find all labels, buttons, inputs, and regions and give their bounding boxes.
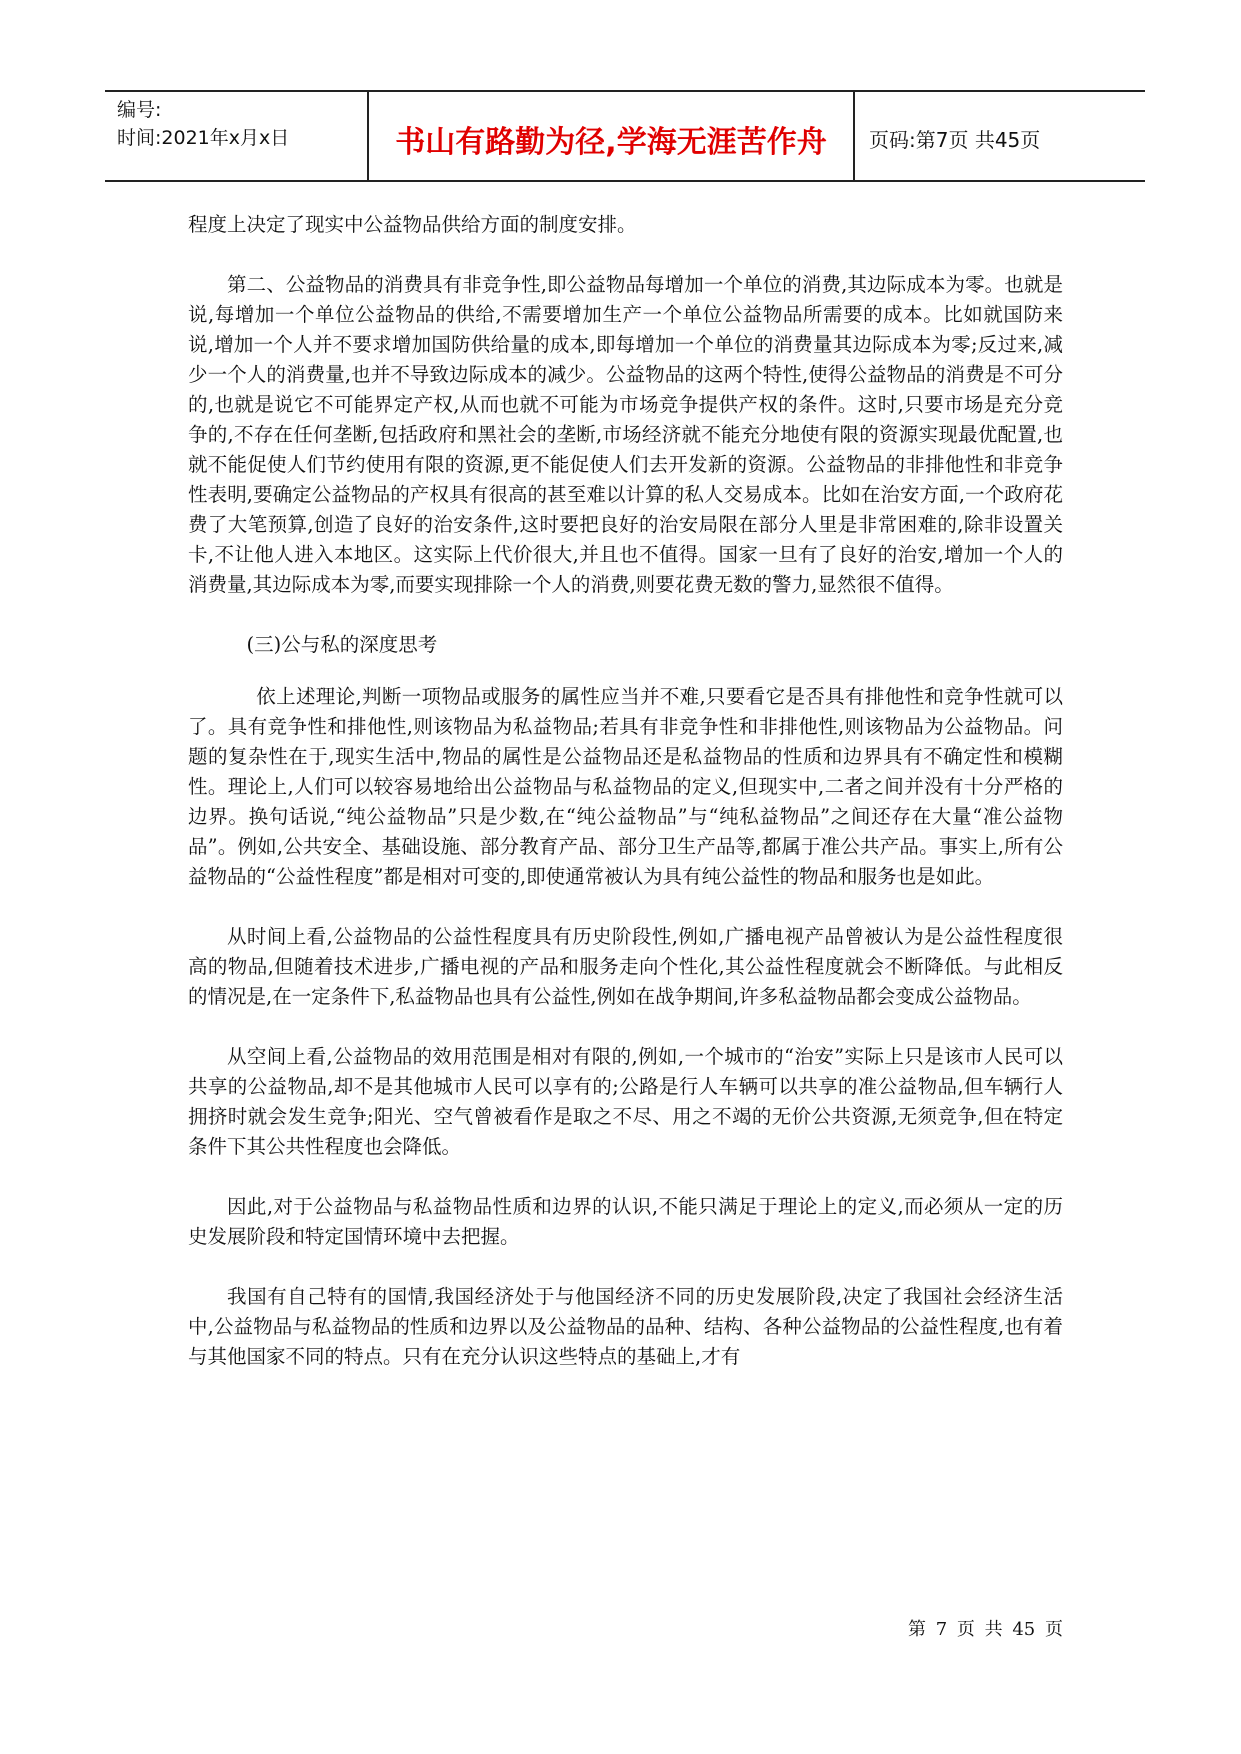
page-footer: 第 7 页 共 45 页 <box>908 1619 1063 1640</box>
paragraph: 依上述理论,判断一项物品或服务的属性应当并不难,只要看它是否具有排他性和竞争性就可以了。具有竞争性和排他性,则该物品为私益物品;若具有非竞争性和非排他性,则该物品为公益物品。问题的复杂性在于,现实生活中,物品的属性是公益物品还是私益物品的性质和边界具有不确定性和模糊性。理论上,人们可以较容易地给出公益物品与私益物品的定义,但现实中,二者之间并没有十分严格的边界。换句话说,“纯公益物品”只是少数,在“纯公益物品”与“纯私益物品”之间还存在大量“准公益物品”。例如,公共安全、基础设施、部分教育产品、部分卫生产品等,都属于准公共产品。事实上,所有公益物品的“公益性程度”都是相对可变的,即使通常被认为具有纯公益性的物品和服务也是如此。 <box>188 685 1063 888</box>
document-time-label: 时间:2021年x月x日 <box>117 127 290 149</box>
header-page-info: 页码:第7页 共45页 <box>869 127 1041 152</box>
paragraph: 第二、公益物品的消费具有非竞争性,即公益物品每增加一个单位的消费,其边际成本为零。也就是说,每增加一个单位公益物品的供给,不需要增加生产一个单位公益物品所需要的成本。比如就国防来说,增加一个人并不要求增加国防供给量的成本,即每增加一个单位的消费量其边际成本为零;反过来,减少一个人的消费量,也并不导致边际成本的减少。公益物品的这两个特性,使得公益物品的消费是不可分的,也就是说它不可能界定产权,从而也就不可能为市场竞争提供产权的条件。这时,只要市场是充分竞争的,不存在任何垄断,包括政府和黑社会的垄断,市场经济就不能充分地使有限的资源实现最优配置,也就不能促使人们节约使用有限的资源,更不能促使人们去开发新的资源。公益物品的非排他性和非竞争性表明,要确定公益物品的产权具有很高的甚至难以计算的私人交易成本。比如在治安方面,一个政府花费了大笔预算,创造了良好的治安条件,这时要把良好的治安局限在部分人里是非常困难的,除非设置关卡,不让他人进入本地区。这实际上代价很大,并且也不值得。国家一旦有了良好的治安,增加一个人的消费量,其边际成本为零,而要实现排除一个人的消费,则要花费无数的警力,显然很不值得。 <box>188 273 1063 596</box>
document-body <box>188 210 1063 1402</box>
paragraph: 从空间上看,公益物品的效用范围是相对有限的,例如,一个城市的“治安”实际上只是该市人民可以共享的公益物品,却不是其他城市人民可以享有的;公路是行人车辆可以共享的准公益物品,但车辆行人拥挤时就会发生竞争;阳光、空气曾被看作是取之不尽、用之不竭的无价公共资源,无须竞争,但在特定条件下其公共性程度也会降低。 <box>188 1045 1063 1158</box>
page-header <box>105 90 1145 182</box>
header-meta <box>105 92 369 180</box>
paragraph: 因此,对于公益物品与私益物品性质和边界的认识,不能只满足于理论上的定义,而必须从一定的历史发展阶段和特定国情环境中去把握。 <box>188 1195 1063 1248</box>
paragraph: 从时间上看,公益物品的公益性程度具有历史阶段性,例如,广播电视产品曾被认为是公益性程度很高的物品,但随着技术进步,广播电视的产品和服务走向个性化,其公益性程度就会不断降低。与此相反的情况是,在一定条件下,私益物品也具有公益性,例如在战争期间,许多私益物品都会变成公益物品。 <box>188 925 1063 1008</box>
paragraph: 我国有自己特有的国情,我国经济处于与他国经济不同的历史发展阶段,决定了我国社会经济生活中,公益物品与私益物品的性质和边界以及公益物品的品种、结构、各种公益物品的公益性程度,也有着与其他国家不同的特点。只有在充分认识这些特点的基础上,才有 <box>188 1285 1063 1368</box>
paragraph-continued: 程度上决定了现实中公益物品供给方面的制度安排。 <box>188 213 637 236</box>
section-heading: (三)公与私的深度思考 <box>246 633 438 656</box>
document-number-label: 编号: <box>117 99 162 121</box>
header-motto: 书山有路勤为径,学海无涯苦作舟 <box>369 92 855 180</box>
